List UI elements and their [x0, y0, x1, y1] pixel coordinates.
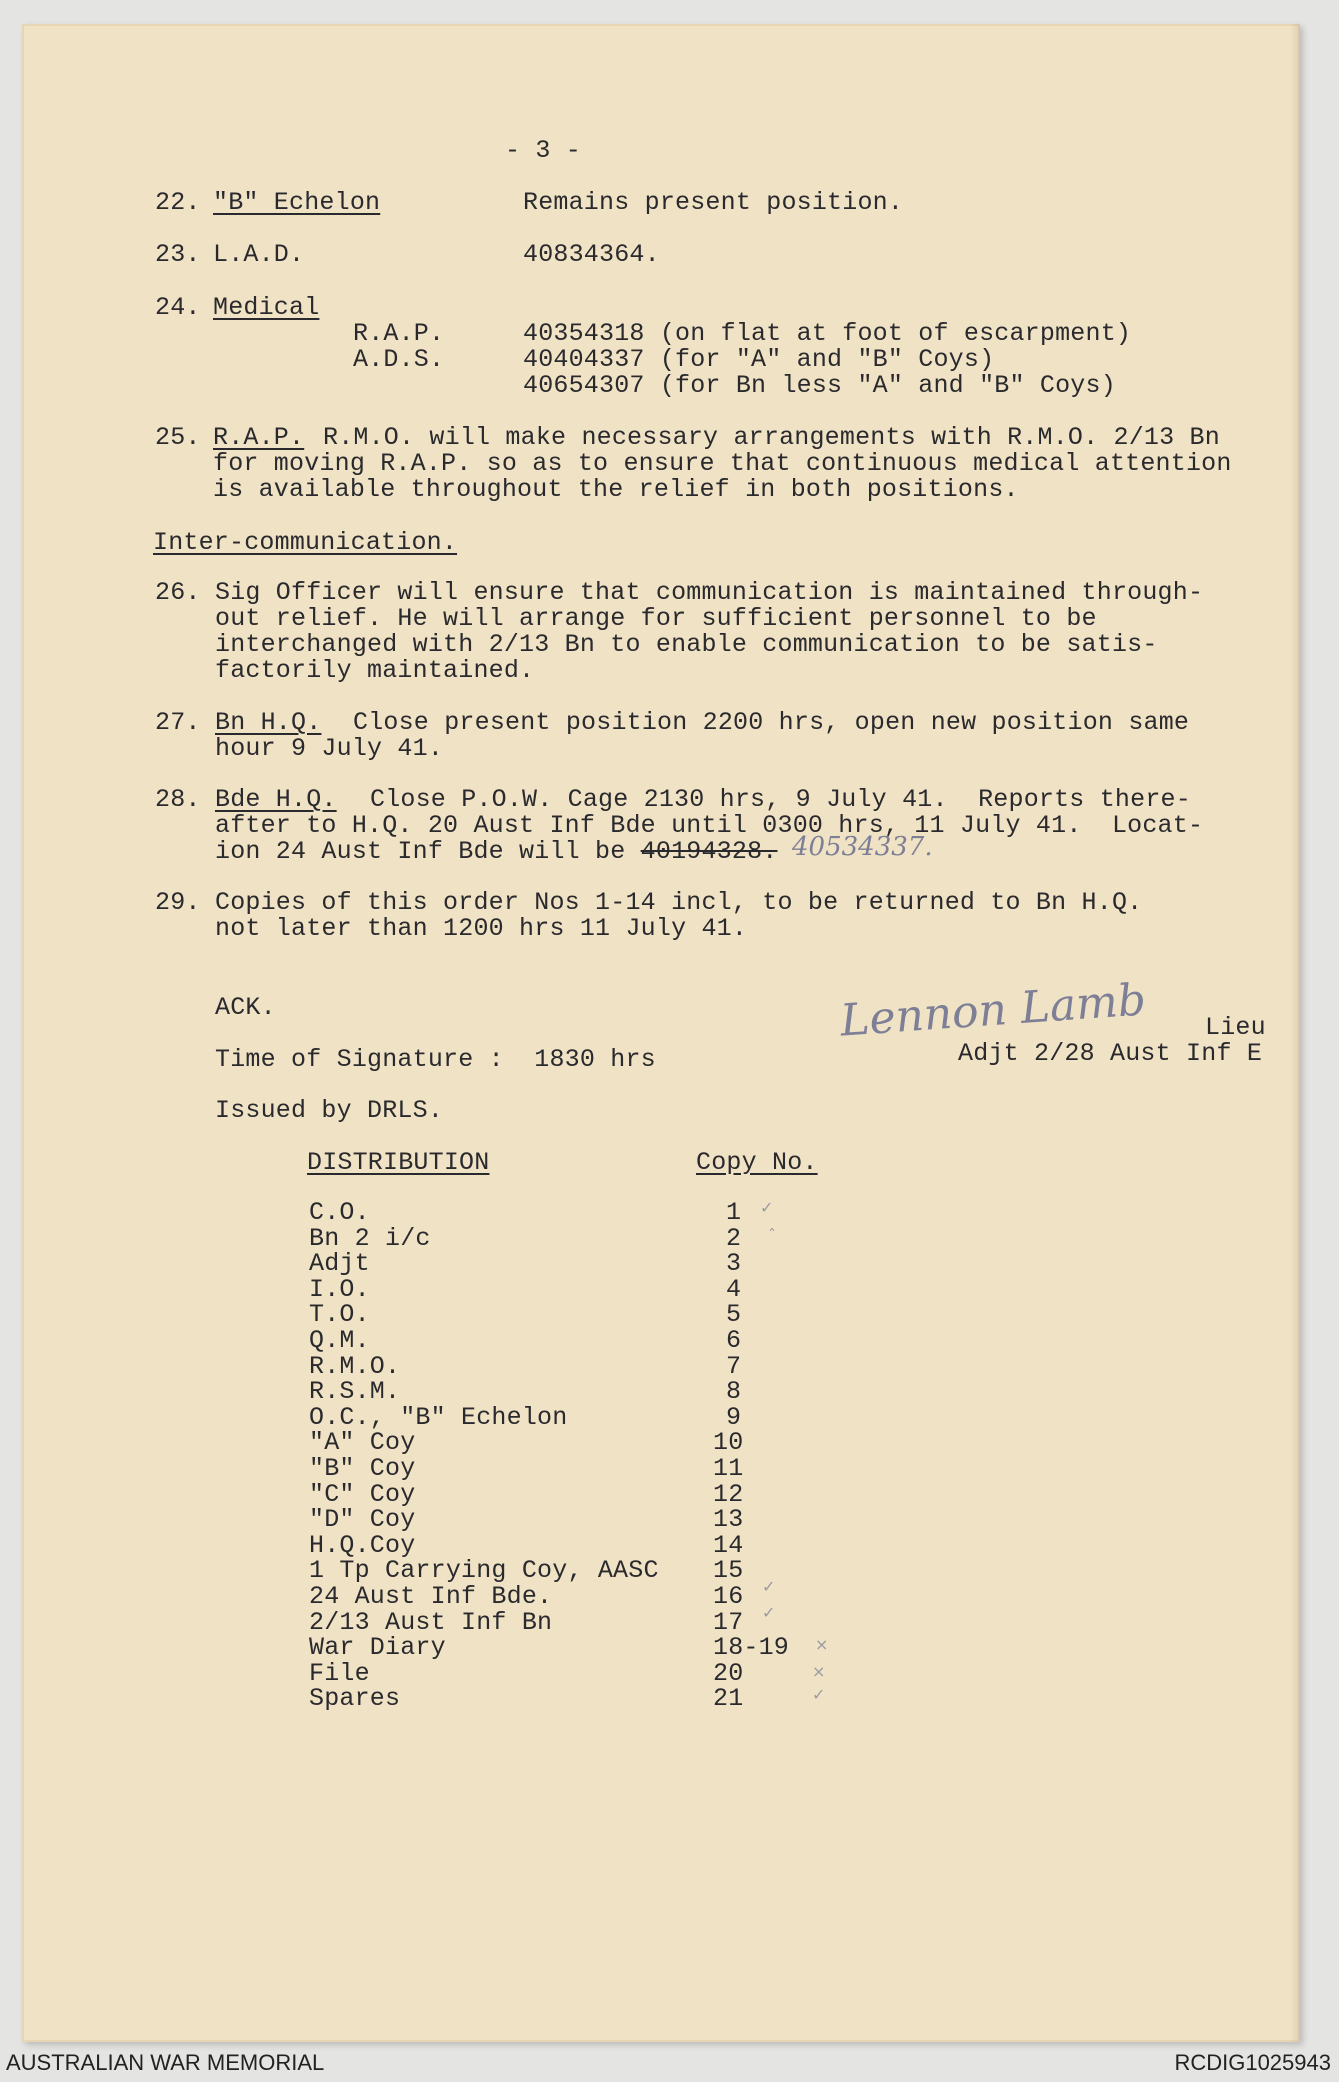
distribution-row-copy-number: 2 — [726, 1224, 742, 1253]
item-29-number: 29. — [155, 888, 201, 917]
distribution-row-name: I.O. — [309, 1275, 370, 1304]
distribution-row-copy-number: 6 — [726, 1326, 742, 1355]
checkmark-icon: ✓ — [762, 1577, 776, 1596]
issued-by: Issued by DRLS. — [215, 1096, 444, 1125]
distribution-row-name: "C" Coy — [309, 1480, 416, 1509]
distribution-row-name: Bn 2 i/c — [309, 1224, 431, 1253]
distribution-row-copy-number: 9 — [726, 1403, 742, 1432]
item-24-line-2: 40404337 (for "A" and "B" Coys) — [523, 345, 995, 374]
distribution-row-copy-number: 18-19 — [713, 1633, 790, 1662]
caret-mark-icon: ˆ — [768, 1226, 776, 1245]
item-24-rap-label: R.A.P. — [353, 319, 445, 348]
cross-mark-icon: × — [812, 1662, 826, 1681]
cross-mark-icon: × — [815, 1635, 829, 1654]
item-28-line-2: after to H.Q. 20 Aust Inf Bde until 0300 hrs, 11 July 41. Locat- — [215, 811, 1204, 840]
item-28-number: 28. — [155, 785, 201, 814]
item-24-line-3: 40654307 (for Bn less "A" and "B" Coys) — [523, 371, 1116, 400]
item-28-line-3 — [215, 839, 778, 865]
item-24-title: Medical — [213, 293, 320, 322]
item-25-line-1: R.M.O. will make necessary arrangements with R.M.O. 2/13 Bn — [323, 423, 1220, 452]
item-27-line-1: Close present position 2200 hrs, open new position same — [353, 708, 1190, 737]
item-23-title: L.A.D. — [213, 240, 305, 269]
distribution-row-name: 24 Aust Inf Bde. — [309, 1582, 553, 1611]
item-28-line-3-text: ion 24 Aust Inf Bde will be — [215, 837, 641, 866]
footer-archive-name: AUSTRALIAN WAR MEMORIAL — [6, 2050, 325, 2075]
checkmark-icon: ✓ — [760, 1198, 774, 1217]
page-number: - 3 - — [505, 136, 582, 165]
item-28-struck-location: 40194328. — [640, 837, 778, 866]
signature-rank: Lieu — [1205, 1013, 1266, 1042]
item-23-number: 23. — [155, 240, 201, 269]
distribution-row-name: 1 Tp Carrying Coy, AASC — [309, 1556, 659, 1585]
distribution-row-name: War Diary — [309, 1633, 446, 1662]
distribution-row-name: R.M.O. — [309, 1352, 401, 1381]
item-27-line-2: hour 9 July 41. — [215, 734, 444, 763]
signature-appointment: Adjt 2/28 Aust Inf E — [958, 1041, 1263, 1067]
distribution-row-copy-number: 1 — [726, 1198, 742, 1227]
distribution-row-name: 2/13 Aust Inf Bn — [309, 1608, 553, 1637]
item-22-text: Remains present position. — [523, 188, 904, 217]
distribution-row-copy-number: 7 — [726, 1352, 742, 1381]
distribution-row-copy-number: 12 — [713, 1480, 744, 1509]
distribution-row-copy-number: 14 — [713, 1531, 744, 1560]
item-28-title: Bde H.Q. — [215, 785, 337, 814]
distribution-row-name: "A" Coy — [309, 1428, 416, 1457]
handwritten-location-correction: 40534337. — [792, 832, 933, 862]
item-23-text: 40834364. — [523, 240, 660, 269]
distribution-row-copy-number: 17 — [713, 1608, 744, 1637]
time-of-signature: Time of Signature : 1830 hrs — [215, 1045, 656, 1074]
distribution-row-copy-number: 16 — [713, 1582, 744, 1611]
item-26-number: 26. — [155, 578, 201, 607]
item-25-title: R.A.P. — [213, 423, 305, 452]
item-24-line-1: 40354318 (on flat at foot of escarpment) — [523, 319, 1132, 348]
distribution-row-name: O.C., "B" Echelon — [309, 1403, 568, 1432]
distribution-heading: DISTRIBUTION — [307, 1148, 490, 1177]
distribution-row-name: Adjt — [309, 1249, 370, 1278]
distribution-row-copy-number: 4 — [726, 1275, 742, 1304]
distribution-row-copy-number: 21 — [713, 1684, 744, 1713]
footer-catalogue-id: RCDIG1025943 — [1174, 2050, 1331, 2075]
distribution-row-copy-number: 5 — [726, 1300, 742, 1329]
item-22-title: "B" Echelon — [213, 188, 381, 217]
distribution-row-name: "B" Coy — [309, 1454, 416, 1483]
item-26-line-4: factorily maintained. — [215, 656, 535, 685]
distribution-row-copy-number: 15 — [713, 1556, 744, 1585]
item-22-number: 22. — [155, 188, 201, 217]
item-24-number: 24. — [155, 293, 201, 322]
item-29-line-1: Copies of this order Nos 1-14 incl, to be returned to Bn H.Q. — [215, 888, 1143, 917]
distribution-row-name: T.O. — [309, 1300, 370, 1329]
distribution-row-copy-number: 8 — [726, 1377, 742, 1406]
section-heading-intercommunication: Inter-communication. — [153, 528, 458, 557]
distribution-row-copy-number: 3 — [726, 1249, 742, 1278]
item-26-line-2: out relief. He will arrange for sufficient personnel to be — [215, 604, 1097, 633]
distribution-row-copy-number: 13 — [713, 1505, 744, 1534]
distribution-row-name: Spares — [309, 1684, 401, 1713]
checkmark-icon: ✓ — [762, 1603, 776, 1622]
item-26-line-1: Sig Officer will ensure that communication is maintained through- — [215, 578, 1204, 607]
signature: Lennon Lamb — [838, 974, 1148, 1047]
distribution-row-copy-number: 11 — [713, 1454, 744, 1483]
item-25-line-2: for moving R.A.P. so as to ensure that continuous medical attention — [213, 449, 1232, 478]
distribution-row-copy-number: 20 — [713, 1659, 744, 1688]
item-24-ads-label: A.D.S. — [353, 345, 445, 374]
item-25-line-3: is available throughout the relief in both positions. — [213, 475, 1019, 504]
checkmark-icon: ✓ — [812, 1685, 826, 1704]
distribution-row-name: H.Q.Coy — [309, 1531, 416, 1560]
distribution-row-name: R.S.M. — [309, 1377, 401, 1406]
item-27-title: Bn H.Q. — [215, 708, 322, 737]
distribution-row-name: File — [309, 1659, 370, 1688]
ack-label: ACK. — [215, 993, 276, 1022]
distribution-row-copy-number: 10 — [713, 1428, 744, 1457]
item-25-number: 25. — [155, 423, 201, 452]
item-27-number: 27. — [155, 708, 201, 737]
item-28-line-1: Close P.O.W. Cage 2130 hrs, 9 July 41. Reports there- — [370, 785, 1191, 814]
distribution-row-name: C.O. — [309, 1198, 370, 1227]
distribution-row-name: Q.M. — [309, 1326, 370, 1355]
item-29-line-2: not later than 1200 hrs 11 July 41. — [215, 914, 748, 943]
item-26-line-3: interchanged with 2/13 Bn to enable communication to be satis- — [215, 630, 1158, 659]
distribution-row-name: "D" Coy — [309, 1505, 416, 1534]
copy-number-heading: Copy No. — [696, 1148, 818, 1177]
